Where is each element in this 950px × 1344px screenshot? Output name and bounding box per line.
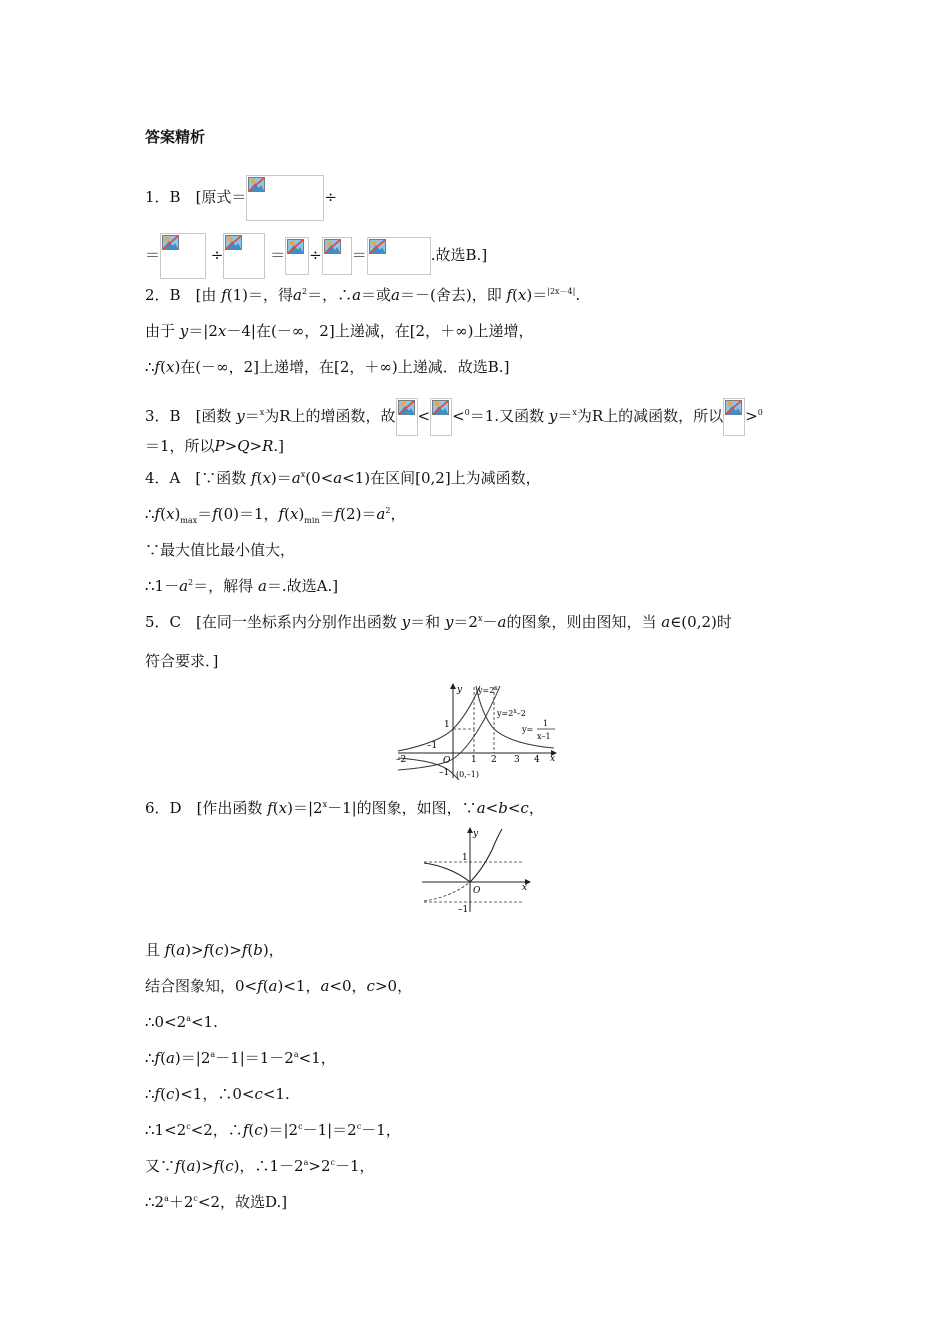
text: <0， (329, 977, 367, 995)
text: a (268, 977, 278, 995)
text: y (179, 322, 189, 340)
text: f (212, 505, 218, 523)
text: )， (262, 941, 284, 959)
text: )> (195, 1157, 214, 1175)
text: <1. (262, 1085, 290, 1103)
broken-image-icon (725, 400, 742, 415)
text: c (254, 1085, 263, 1103)
text: ( (209, 941, 216, 959)
text: <1. (190, 1013, 218, 1031)
formula-image (723, 398, 745, 436)
text: ∴0<2 (145, 1013, 187, 1031)
text: ( (247, 941, 254, 959)
text: > (249, 437, 263, 455)
text: )> (223, 941, 242, 959)
text: ∴ (145, 358, 155, 376)
tick-label: –2 (396, 755, 407, 765)
formula-image (223, 233, 265, 279)
text: ＝ (244, 407, 260, 425)
text: x (517, 286, 527, 304)
text: min (304, 516, 320, 525)
text: a (165, 1049, 175, 1067)
text: f (506, 286, 513, 304)
text: ) (298, 505, 305, 523)
text: c (356, 1122, 362, 1131)
text: f (154, 1085, 161, 1103)
text: ∴1－ (145, 577, 180, 595)
text: )＝|2 (262, 1121, 299, 1139)
text: ( (512, 286, 518, 304)
text: )＝|2 (174, 1049, 211, 1067)
text: c (366, 977, 375, 995)
text: ( (272, 799, 279, 817)
text: x (322, 800, 328, 809)
text: .] (273, 437, 285, 455)
text: ∈(0,2)时 (670, 613, 732, 631)
text: f (221, 286, 227, 304)
text: x (477, 614, 483, 623)
origin-label: O (443, 756, 451, 766)
answer-6-line-1 (145, 798, 544, 818)
curve-label-reciprocal: y= (522, 725, 534, 734)
text: )> (185, 941, 204, 959)
formula-image (160, 233, 206, 279)
frac-numerator: 1 (543, 719, 549, 728)
text: ( (160, 358, 166, 376)
text: f (251, 469, 257, 487)
tick-label: 1 (471, 755, 477, 765)
answer-2-line-3 (145, 357, 509, 377)
text: c (225, 1157, 234, 1175)
text: x (289, 505, 299, 523)
broken-image-icon (162, 235, 179, 250)
tick-label: –1 (427, 741, 438, 751)
text: ( (180, 1157, 187, 1175)
broken-image-icon (225, 235, 242, 250)
text: ÷ (324, 188, 337, 206)
text: ( (284, 505, 290, 523)
text: x (572, 408, 577, 417)
text: f (257, 977, 263, 995)
text: －4|在(－∞，2]上递减，在[2，＋∞)上递增， (226, 322, 534, 340)
curve-2x-minus-1-dashed (424, 882, 470, 901)
text: ∴ (145, 1049, 155, 1067)
tick-label: 2 (491, 755, 497, 765)
text: >0， (374, 977, 413, 995)
text: )，∴1－2 (233, 1157, 304, 1175)
text: 2．B [由 (145, 286, 217, 304)
text: < (485, 799, 499, 817)
text: 6．D [作出函数 (145, 799, 263, 817)
broken-image-icon (432, 400, 449, 415)
text: >2 (308, 1157, 331, 1175)
text: .故选B.] (430, 246, 488, 264)
text: ∴1<2 (145, 1121, 187, 1139)
answer-4-line-2 (145, 504, 405, 524)
text: (0)＝1， (217, 505, 279, 523)
curve-abs-left (424, 863, 470, 882)
frac-denominator: x–1 (537, 732, 551, 741)
text: 5．C [在同一坐标系内分别作出函数 (145, 613, 397, 631)
text: a (661, 613, 671, 631)
text: y (236, 407, 245, 425)
text: c (165, 1085, 175, 1103)
curve-2x (398, 686, 480, 751)
text: ∴ (145, 505, 155, 523)
text: －1， (361, 1121, 401, 1139)
text: a (257, 577, 267, 595)
text: 0 (757, 408, 763, 417)
broken-image-icon (248, 177, 265, 192)
text: )<1， (277, 977, 321, 995)
text: x (165, 505, 175, 523)
broken-image-icon (398, 400, 415, 415)
text: ) (174, 505, 181, 523)
text: 2 (301, 287, 308, 296)
text: c (520, 799, 529, 817)
text: <1， (298, 1049, 336, 1067)
text: |2x－4| (547, 287, 576, 296)
broken-image-icon (369, 239, 386, 254)
text: ( (248, 1121, 255, 1139)
text: x (217, 322, 227, 340)
text: a (186, 1157, 196, 1175)
text: ÷ (210, 246, 224, 264)
figure-5-graph (394, 682, 560, 780)
text: 3．B [函数 (145, 407, 232, 425)
text: x (165, 358, 175, 376)
text: <1)在区间[0,2]上为减函数， (342, 469, 541, 487)
text: ( (170, 941, 177, 959)
answer-6-line-7 (145, 1120, 401, 1140)
tick-label: 1 (462, 853, 468, 863)
text: a (179, 577, 189, 595)
text: x (300, 470, 306, 479)
text: y (401, 613, 411, 631)
text: f (213, 1157, 220, 1175)
text: ＝1.又函数 (469, 407, 545, 425)
text: max (180, 516, 198, 525)
tick-label: –1 (458, 905, 469, 914)
text: ， (528, 799, 544, 817)
answer-1-line-1 (145, 175, 337, 221)
answer-6-line-6 (145, 1084, 290, 1104)
answer-2-line-2 (145, 321, 533, 341)
text: a (391, 286, 400, 304)
text: ＝ (319, 505, 335, 523)
text: a (476, 799, 486, 817)
broken-image-icon (287, 239, 304, 254)
tick-label: –1 (439, 768, 450, 778)
text: a (497, 613, 507, 631)
answer-2-line-1 (145, 285, 580, 305)
text: 又∵ (145, 1157, 176, 1175)
text: f (164, 941, 171, 959)
text: R (262, 437, 274, 455)
text: ∴2 (145, 1193, 165, 1211)
text: f (154, 505, 161, 523)
text: 为R上的减函数，所以 (576, 407, 724, 425)
text: ＝，∴ (307, 286, 353, 304)
text: ( (262, 977, 269, 995)
text: ＝和 (410, 613, 441, 631)
page-title: 答案精析 (145, 128, 206, 146)
text: a (164, 1194, 169, 1203)
formula-image (246, 175, 324, 221)
text: －1|＝2 (302, 1121, 357, 1139)
broken-image-icon (324, 239, 341, 254)
text: ＝|2 (188, 322, 218, 340)
text: > (745, 407, 758, 425)
axis-label-x: x (522, 883, 528, 893)
text: x (278, 799, 288, 817)
text: c (193, 1194, 198, 1203)
text: －1|＝1－2 (215, 1049, 294, 1067)
text: f (154, 358, 161, 376)
text: f (278, 505, 285, 523)
text: a (320, 977, 330, 995)
text: ＝ (270, 246, 286, 264)
curve-label-2x: $y=2^x$ (478, 685, 498, 695)
text: ， (390, 505, 406, 523)
text: 结合图象知，0< (145, 977, 258, 995)
text: )在(－∞，2]上递增，在[2，＋∞)上递减．故选B.] (174, 358, 510, 376)
answer-1-line-2 (145, 233, 487, 279)
text: a (333, 469, 343, 487)
text: f (154, 1049, 161, 1067)
formula-image (430, 398, 452, 436)
text: a (303, 1158, 309, 1167)
answer-6-line-3 (145, 976, 412, 996)
text: f (334, 505, 341, 523)
axis-label-y: y (457, 685, 463, 695)
text: 2 (385, 506, 391, 515)
answer-6-line-8 (145, 1156, 375, 1176)
text: )<1，∴0< (174, 1085, 255, 1103)
answer-4-line-3: ∵最大值比最小值大， (145, 541, 296, 559)
text: <2，故选D.] (197, 1193, 288, 1211)
axis-label-x: x (550, 754, 556, 764)
answer-3-line-2 (145, 436, 284, 456)
text: ＝ (557, 407, 573, 425)
text: ∴ (145, 1085, 155, 1103)
text: 2 (188, 578, 194, 587)
text: a (291, 469, 301, 487)
formula-image (367, 237, 431, 275)
text: ÷ (309, 246, 322, 264)
answer-6-line-2 (145, 940, 284, 960)
text: a (376, 505, 386, 523)
text: 的图象，则由图知，当 (506, 613, 657, 631)
text: > (224, 437, 238, 455)
text: )＝|2 (287, 799, 323, 817)
text: 4．A [∵函数 (145, 469, 247, 487)
text: c (215, 941, 224, 959)
text: (0< (305, 469, 334, 487)
answer-5-line-1 (145, 612, 732, 632)
text: － (482, 613, 498, 631)
answer-3-line-1 (145, 398, 763, 436)
text: c (186, 1122, 191, 1131)
text: . (575, 286, 581, 304)
text: 0 (464, 408, 470, 417)
text: f (242, 1121, 249, 1139)
text: ＝ (145, 246, 161, 264)
text: < (507, 799, 521, 817)
text: ( (160, 505, 166, 523)
formula-image (322, 237, 352, 275)
answer-4-line-4 (145, 576, 338, 596)
text: (2)＝ (340, 505, 377, 523)
text: ( (219, 1157, 226, 1175)
text: f (203, 941, 210, 959)
text: )＝ (270, 469, 292, 487)
tick-label: 4 (534, 755, 540, 765)
text: ＝ (351, 246, 367, 264)
answer-6-line-5 (145, 1048, 336, 1068)
text: 1．B [原式＝ (145, 188, 247, 206)
text: <2，∴ (190, 1121, 243, 1139)
curve-label-2x-2: $y=2^x-2$ (497, 708, 526, 718)
text: ＋2 (168, 1193, 194, 1211)
text: )＝ (526, 286, 548, 304)
text: c (298, 1122, 303, 1131)
point-label: (0,–1) (456, 770, 479, 779)
text: ＝或 (361, 286, 392, 304)
text: b (498, 799, 508, 817)
answer-6-line-4 (145, 1012, 218, 1032)
tick-label: 3 (514, 755, 520, 765)
text: 为R上的增函数，故 (264, 407, 396, 425)
text: a (186, 1014, 191, 1023)
formula-image (396, 398, 418, 436)
text: f (241, 941, 248, 959)
formula-image (285, 237, 309, 275)
text: －1|的图象，如图，∵ (327, 799, 477, 817)
text: a (293, 286, 302, 304)
answer-6-line-9 (145, 1192, 287, 1212)
text: (1)＝，得 (226, 286, 294, 304)
text: ( (256, 469, 263, 487)
text: y (444, 613, 454, 631)
tick-label: 1 (444, 720, 450, 730)
text: Q (237, 437, 250, 455)
text: ＝.故选A.] (266, 577, 339, 595)
text: a (293, 1050, 299, 1059)
text: < (417, 407, 431, 425)
text: ＝ (197, 505, 213, 523)
text: a (176, 941, 186, 959)
text: c (330, 1158, 335, 1167)
text: b (253, 941, 263, 959)
text: f (175, 1157, 181, 1175)
text: ( (160, 1049, 166, 1067)
text: ＝，解得 (193, 577, 254, 595)
text: a (210, 1050, 216, 1059)
text: x (259, 408, 265, 417)
text: 且 (145, 941, 161, 959)
text: ＝－(舍去)，即 (400, 286, 502, 304)
answer-5-line-2: 符合要求．] (145, 652, 219, 670)
text: ( (160, 1085, 166, 1103)
text: P (214, 437, 225, 455)
text: －1， (334, 1157, 375, 1175)
text: y (548, 407, 558, 425)
text: ＝2 (453, 613, 478, 631)
origin-label: O (473, 886, 481, 896)
axis-label-y: y (473, 829, 479, 839)
text: a (352, 286, 362, 304)
text: < (452, 407, 465, 425)
text: x (262, 469, 271, 487)
figure-6-graph (420, 826, 532, 914)
text: c (254, 1121, 263, 1139)
answer-4-line-1 (145, 468, 541, 488)
text: 由于 (145, 322, 176, 340)
text: f (267, 799, 273, 817)
text: ＝1，所以 (145, 437, 215, 455)
